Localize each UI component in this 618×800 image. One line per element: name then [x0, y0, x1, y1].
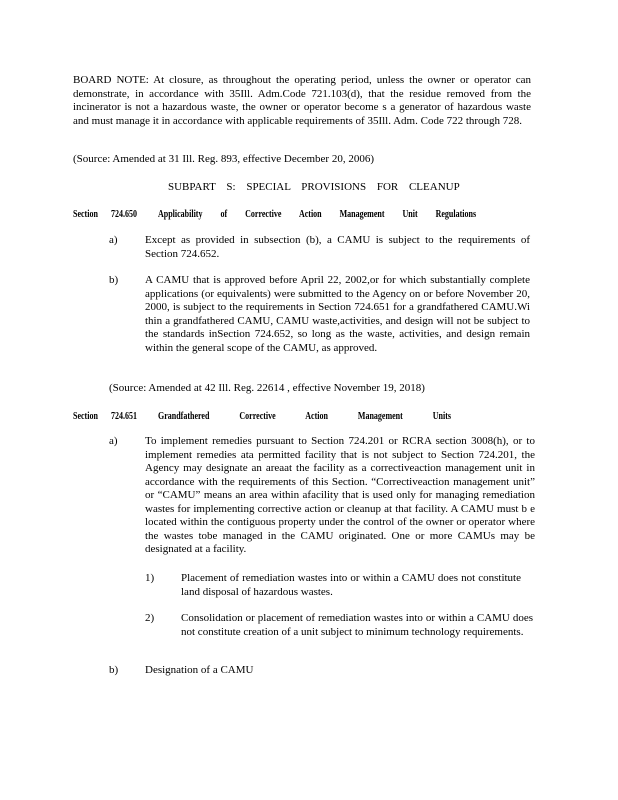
section-title: Applicability of Corrective Action Management Unit Regulations: [158, 208, 477, 220]
subitem-text: Consolidation or placement of remediation wastes into or within a CAMU does not constitute creation of a unit subject to minimum technology requirements.: [181, 612, 533, 638]
item-text: A CAMU that is approved before April 22, 2002,or for which substantially complete applications (or equivalents) were submitted to the Agency on or before November 20, 2000, is subject to the requirements in Section 724.651 for a grandfathered CAMU.Wi thin a grandfathered CAMU, CAMU waste,activities, and design will not be subject to the standards inSection 724.652, so long as the waste, activities, and design remain within the general scope of the CAMU, as approved.: [145, 274, 530, 354]
subitem-label: 1): [145, 572, 155, 584]
section-number: 724.651: [111, 410, 137, 422]
board-note: BOARD NOTE: At closure, as throughout the operating period, unless the owner or operator can demonstrate, in accordance with 35Ill. Adm.Code 721.103(d), that the residue removed from the incinerator is not a hazardous waste, the owner or operator become s a generator of hazardous waste and must manage it in accordance with applicable requirements of 35Ill. Adm. Code 722 through 728.: [73, 74, 531, 127]
item-text: Except as provided in subsection (b), a CAMU is subject to the requirements of Section 724.652.: [145, 234, 530, 260]
section-label: Section: [73, 208, 98, 220]
section-number: 724.650: [111, 208, 137, 220]
subitem-text: Placement of remediation wastes into or within a CAMU does not constitute land disposal of hazardous wastes.: [181, 572, 521, 598]
item-label: b): [109, 664, 119, 676]
subpart-heading: SUBPART S: SPECIAL PROVISIONS FOR CLEANUP: [168, 181, 460, 193]
subitem-label: 2): [145, 612, 155, 624]
item-text: To implement remedies pursuant to Section 724.201 or RCRA section 3008(h), or to implement remedies ata permitted facility that is not subject to Section 724.201, the Agency may designate an areaat the facility as a correctiveaction management unit in accordance with the requirements of this Section. “Correctiveaction management unit” or “CAMU” means an area within afacility that is used only for managing remediation wastes for implementing corrective action or cleanup at that facility. A CAMU must b e located within the contiguous property under the control of the owner or operator where the wastes tobe managed in the CAMU originated. One or more CAMUs may be designated at a facility.: [145, 435, 535, 555]
section-title: Grandfathered Corrective Action Management Units: [158, 410, 452, 422]
item-label: b): [109, 274, 119, 286]
section-label: Section: [73, 410, 98, 422]
item-label: a): [109, 435, 118, 447]
source-note: (Source: Amended at 42 Ill. Reg. 22614 , effective November 19, 2018): [109, 382, 425, 394]
source-note: (Source: Amended at 31 Ill. Reg. 893, effective December 20, 2006): [73, 153, 374, 165]
item-label: a): [109, 234, 118, 246]
item-text: Designation of a CAMU: [145, 664, 254, 676]
